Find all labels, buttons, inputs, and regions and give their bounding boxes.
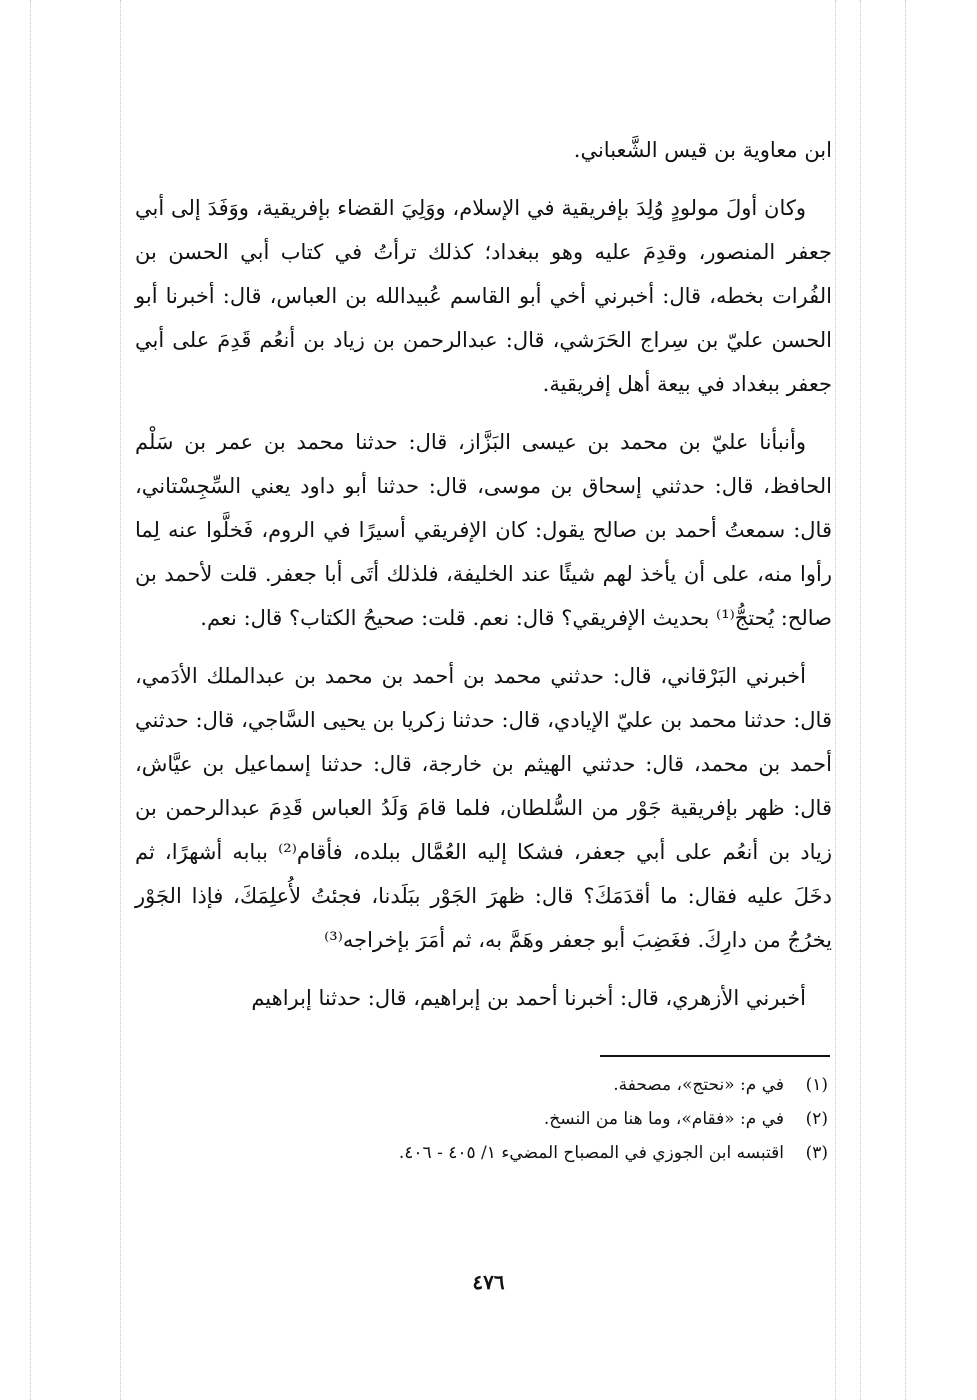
- page-number: ٤٧٦: [472, 1270, 505, 1294]
- paragraph-opening: ابن معاوية بن قيس الشَّعباني.: [573, 138, 832, 162]
- footnote-separator: [600, 1055, 830, 1057]
- footnote-text: في م: «فقام»، وما هنا من النسخ.: [543, 1109, 784, 1129]
- footnotes: [300, 1068, 828, 1170]
- paragraph: وأنبأنا عليّ بن محمد بن عيسى البَزَّاز، قال: حدثنا محمد بن عمر بن سَلْم الحافظ، قال: حدثني إسحاق بن موسى، قال: حدثنا أبو داود يعني السِّجِسْتاني، قال: سمعتُ أحمد بن صالح يقول: كان الإفريقي أسيرًا في الروم، فَخلَّوا عنه لِما رأوا منه، على أن يأخذ لهم شيئًا عند الخليفة، فلذلك أتَى أبا جعفر. قلت لأحمد بن صالح: يُحتجُّ⁽¹⁾ بحديث الإفريقي؟ قال: نعم. قلت: صحيحُ الكتاب؟ قال: نعم.: [135, 430, 832, 630]
- footnote: [300, 1102, 828, 1136]
- main-text: [135, 128, 832, 1034]
- scan-guide-line: [835, 0, 836, 1400]
- footnote-number: (٣): [805, 1143, 828, 1163]
- footnote-number: (١): [805, 1075, 828, 1095]
- footnote: [300, 1068, 828, 1102]
- footnote: [300, 1136, 828, 1170]
- scan-guide-line: [120, 0, 121, 1400]
- paragraph: أخبرني الأزهري، قال: أخبرنا أحمد بن إبراهيم، قال: حدثنا إبراهيم: [251, 986, 806, 1010]
- footnote-number: (٢): [805, 1109, 828, 1129]
- paragraph: أخبرني البَرْقاني، قال: حدثني محمد بن أحمد بن محمد بن عبدالملك الأدَمي، قال: حدثنا محمد بن عليّ الإيادي، قال: حدثنا زكريا بن يحيى السَّاجي، قال: حدثني أحمد بن محمد، قال: حدثني الهيثم بن خارجة، قال: حدثنا إسماعيل بن عيَّاش، قال: ظهر بإفريقية جَوْر من السُّلطان، فلما قامَ وَلَدُ العباس قَدِمَ عبدالرحمن بن زياد بن أنعُم على أبي جعفر، فشكا إليه العُمَّال ببلده، فأقام⁽²⁾ ببابه أشهرًا، ثم دخَلَ عليه فقال: ما أقدَمَكَ؟ قال: ظهرَ الجَوْر ببَلَدنا، فجئتُ لأُعلِمَكَ، فإذا الجَوْر يخرُجُ من دارِكَ. فغَضِبَ أبو جعفر وهَمَّ به، ثم أمَرَ بإخراجه⁽³⁾: [135, 664, 832, 952]
- scan-guide-line: [30, 0, 31, 1400]
- footnote-text: في م: «نحتج»، مصحفة.: [613, 1075, 784, 1095]
- paragraph: وكان أولَ مولودٍ وُلِدَ بإفريقية في الإسلام، ووَلِيَ القضاء بإفريقية، ووَفَدَ إلى أبي جعفر المنصور، وقدِمَ عليه وهو ببغداد؛ كذلك ترأتُ في كتاب أبي الحسن بن الفُرات بخطه، قال: أخبرني أخي أبو القاسم عُبيدالله بن العباس، قال: أخبرنا أبو الحسن عليّ بن سِراج الحَرَشي، قال: عبدالرحمن بن زياد بن أنعُم قَدِمَ على أبي جعفر ببغداد في بيعة أهل إفريقية.: [135, 196, 832, 396]
- scan-guide-line: [905, 0, 906, 1400]
- footnote-text: اقتبسه ابن الجوزي في المصباح المضيء ١/ ٤٠٥ - ٤٠٦.: [398, 1143, 784, 1163]
- scan-guide-line: [860, 0, 861, 1400]
